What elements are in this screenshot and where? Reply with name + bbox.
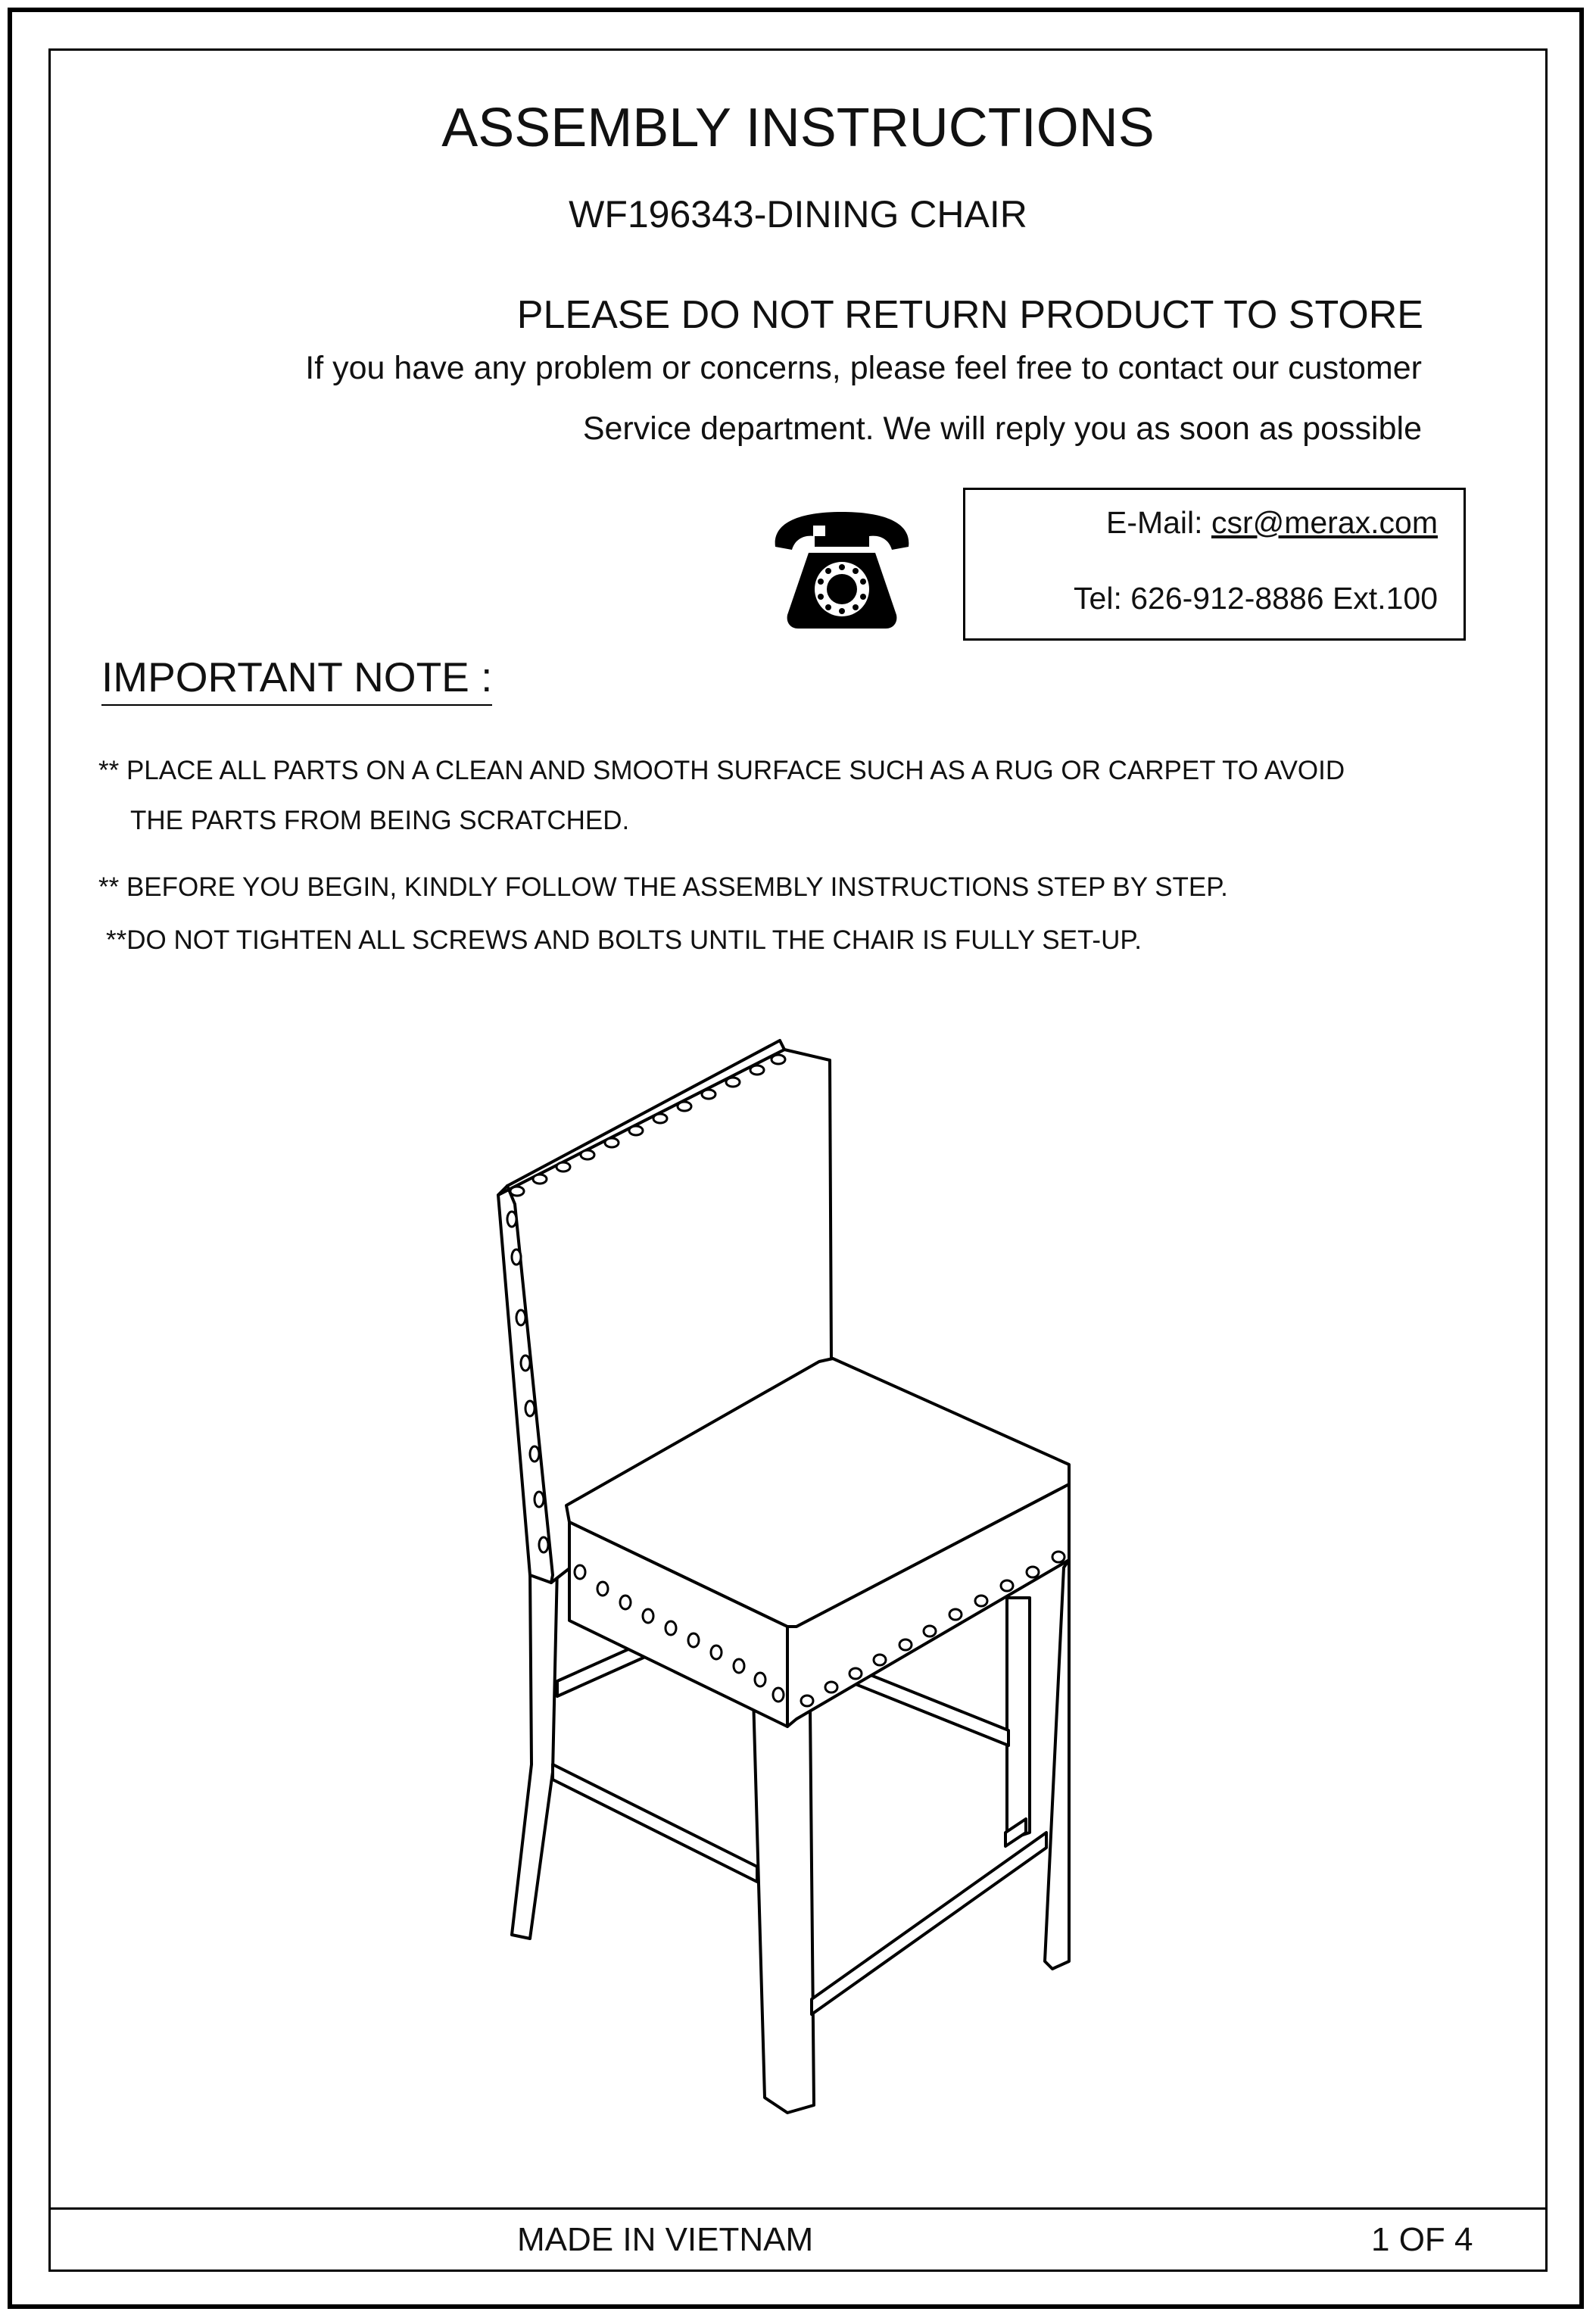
email-link[interactable]: csr@merax.com [1211,505,1438,540]
telephone-icon [766,500,918,636]
contact-box [963,488,1466,641]
phone-number: Tel: 626-912-8886 Ext.100 [1074,581,1438,616]
page-number: 1 OF 4 [1371,2221,1473,2258]
note-1-line-2: THE PARTS FROM BEING SCRATCHED. [130,806,630,835]
email-label: E-Mail: [1105,505,1203,540]
notice-text-line-2: Service department. We will reply you as soon as possible [582,410,1422,447]
product-model: WF196343-DINING CHAIR [569,193,1027,236]
email-line [1106,505,1438,541]
country-of-origin: MADE IN VIETNAM [517,2221,814,2258]
page-title: ASSEMBLY INSTRUCTIONS [441,98,1155,158]
note-1-line-1: ** PLACE ALL PARTS ON A CLEAN AND SMOOTH SURFACE SUCH AS A RUG OR CARPET TO AVOID [98,756,1345,785]
return-notice: PLEASE DO NOT RETURN PRODUCT TO STORE [516,293,1423,337]
note-3: **DO NOT TIGHTEN ALL SCREWS AND BOLTS UNTIL THE CHAIR IS FULLY SET-UP. [106,925,1142,955]
important-note-heading: IMPORTANT NOTE : [101,653,492,706]
footer-divider [48,2207,1548,2210]
note-2: ** BEFORE YOU BEGIN, KINDLY FOLLOW THE ASSEMBLY INSTRUCTIONS STEP BY STEP. [98,872,1228,902]
notice-text-line-1: If you have any problem or concerns, please feel free to contact our customer [305,350,1422,386]
dining-chair-illustration [454,1030,1136,2120]
